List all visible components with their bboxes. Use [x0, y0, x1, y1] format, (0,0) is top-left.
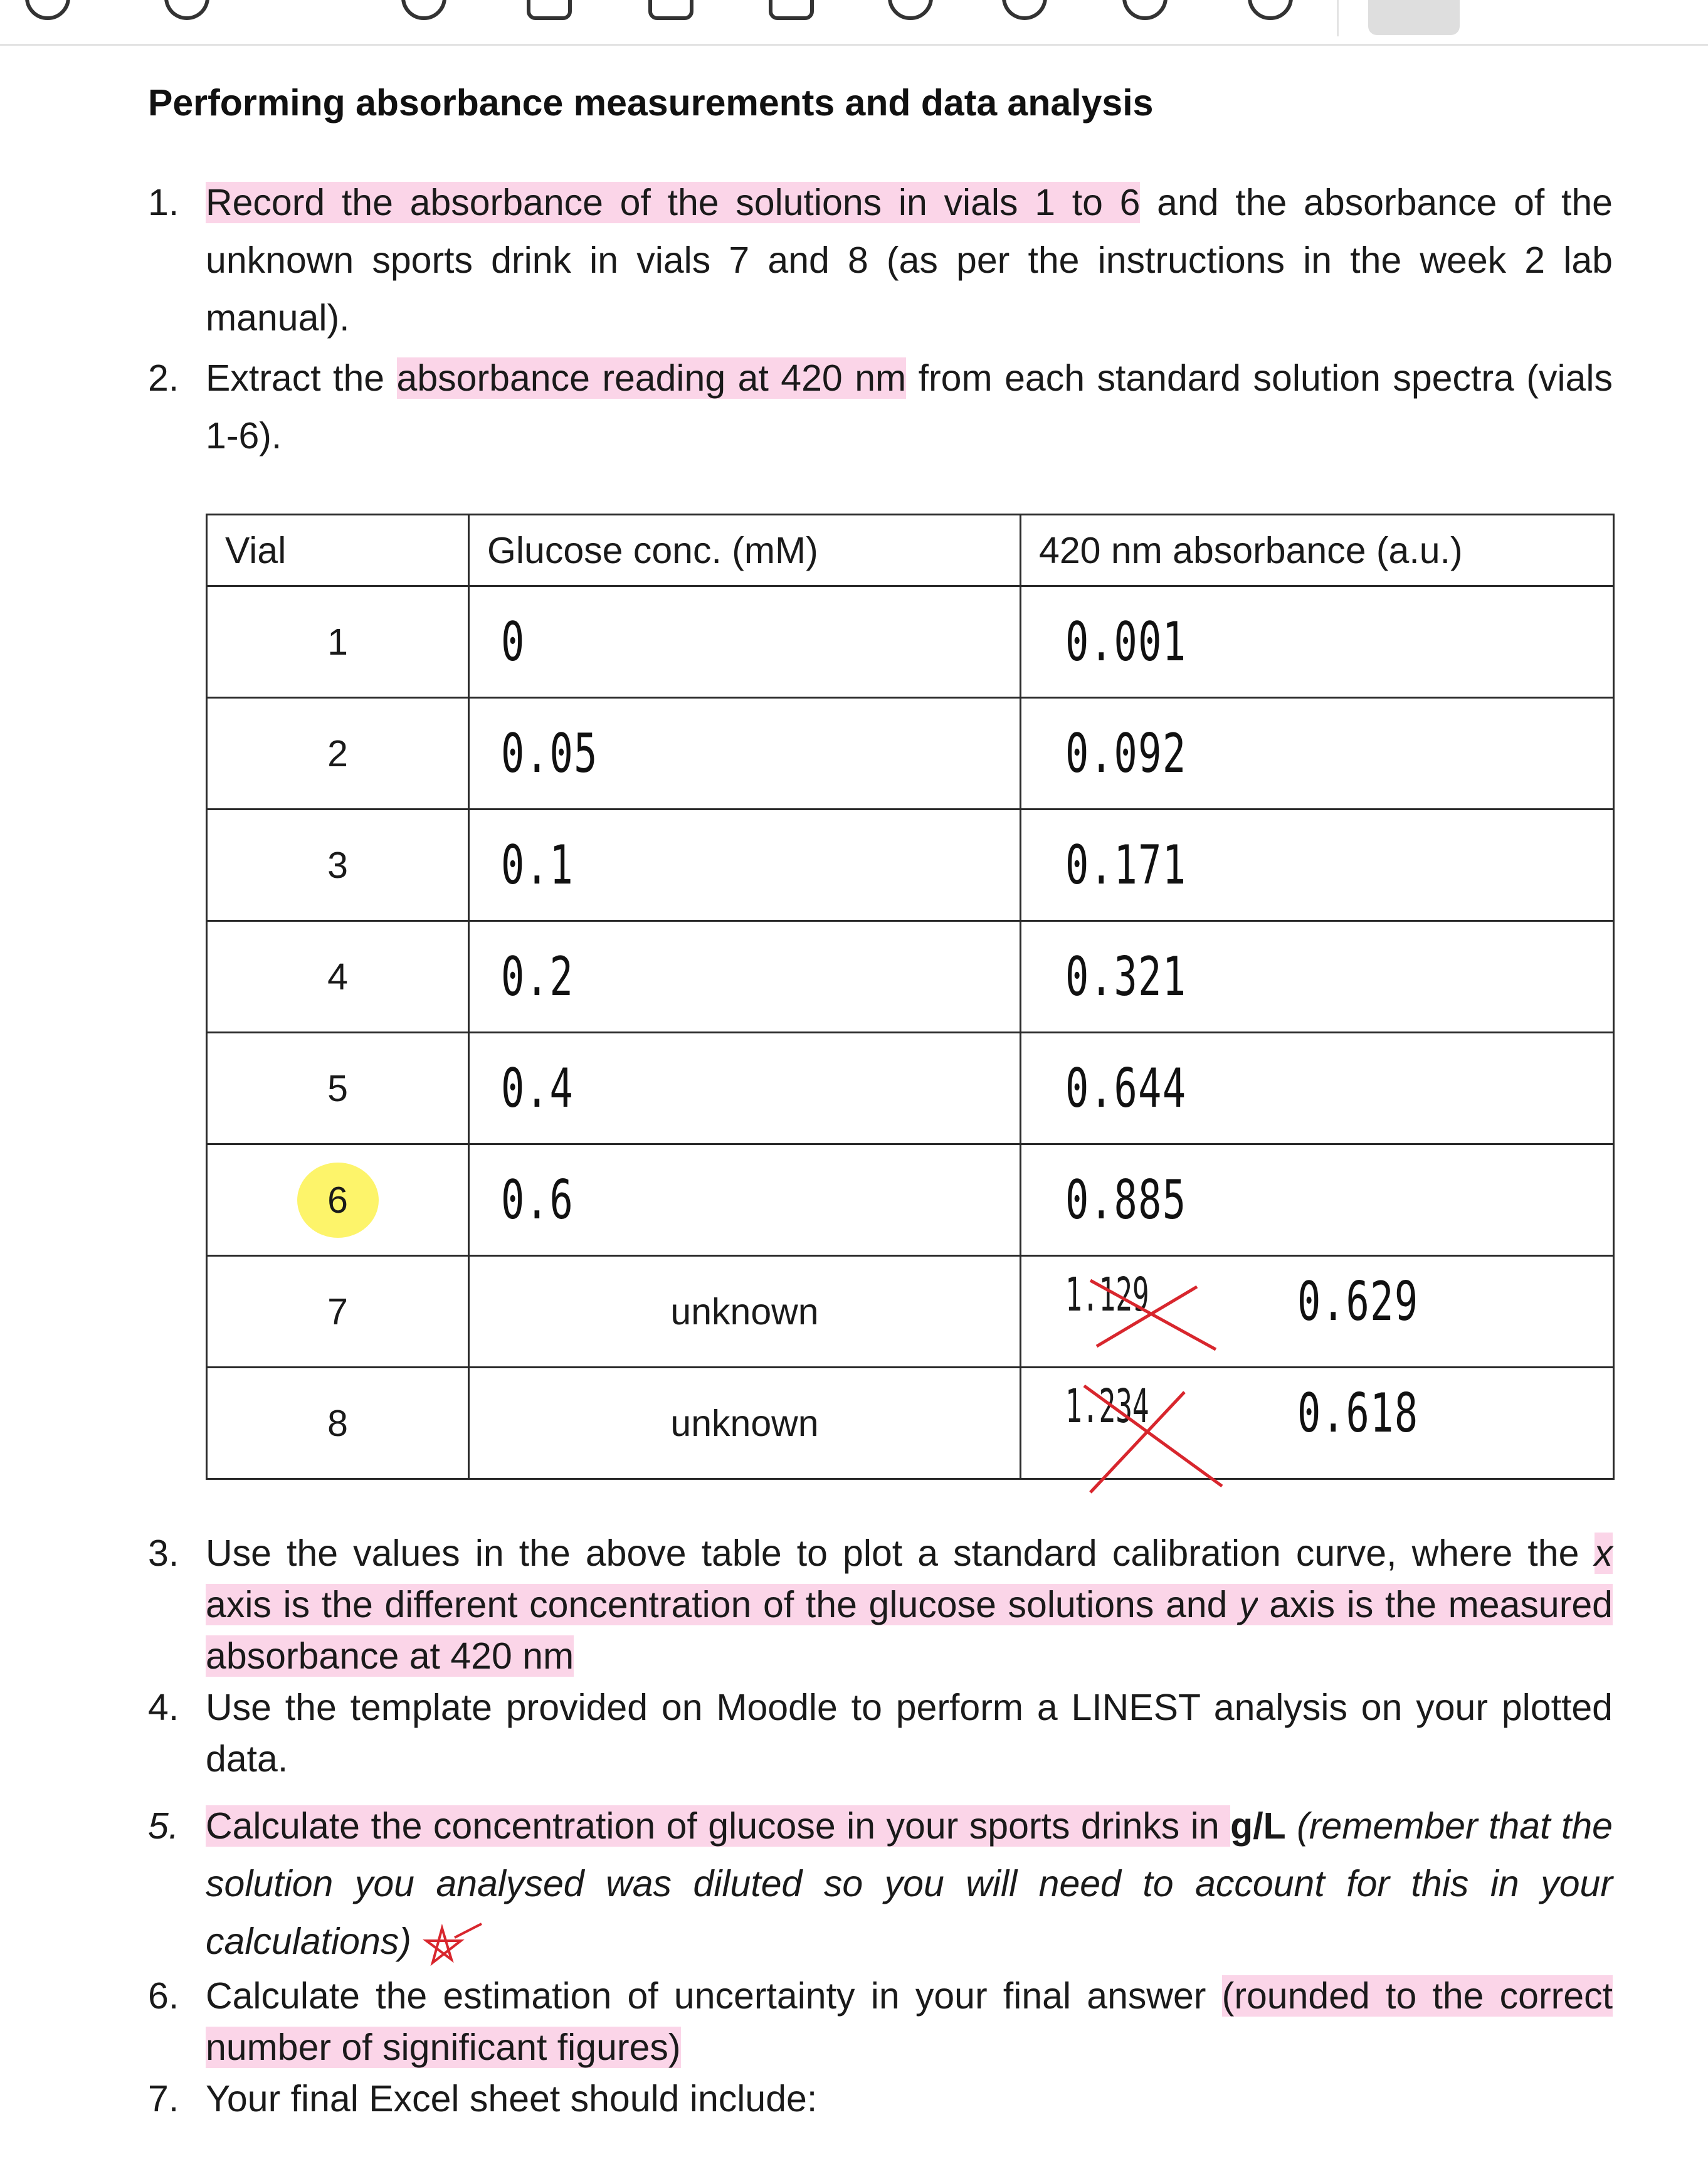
conc-cell	[469, 1033, 1021, 1144]
vial-cell: 3	[207, 810, 469, 921]
step-5	[148, 1797, 1613, 1970]
struck-value	[1065, 1380, 1205, 1433]
handwritten-value: 0.321	[1065, 945, 1187, 1008]
red-cross-mark	[1065, 1268, 1228, 1356]
step-6	[148, 1970, 1613, 2073]
handwritten-value: 0.4	[501, 1057, 574, 1120]
vial-cell: 5	[207, 1033, 469, 1144]
step-number: 1.	[148, 182, 179, 223]
toolbar-divider	[1337, 0, 1339, 36]
handwritten-value: 0.2	[501, 945, 574, 1008]
struck-value	[1065, 1268, 1205, 1322]
step-text-part: and the absorbance of the unknown sports drink in vials 7 and 8	[206, 182, 1613, 281]
step-text-part: Calculate the estimation of uncertainty in your final answer	[206, 1975, 1222, 2017]
table-row	[207, 586, 1614, 698]
abs-cell	[1021, 1368, 1614, 1479]
vial-cell: 8	[207, 1368, 469, 1479]
header-vial: Vial	[207, 515, 469, 586]
step-1	[148, 174, 1613, 347]
highlighted-text: Calculate the concentration of glucose in your sports drinks in	[206, 1805, 1231, 1847]
step-text: Use the template provided on Moodle to perform a LINEST analysis on your plotted data.	[206, 1687, 1613, 1780]
table-row	[207, 921, 1614, 1033]
pen-icon[interactable]	[164, 0, 209, 20]
table-row	[207, 1368, 1614, 1479]
shapes-icon[interactable]	[769, 0, 814, 20]
conc-cell	[469, 586, 1021, 698]
step-text-part: from each standard solution spectra (vials 1-6).	[206, 357, 1613, 456]
conc-cell: unknown	[469, 1368, 1021, 1479]
handwritten-value: 0.618	[1297, 1382, 1419, 1445]
step-text-part: Use the values in the above table to plot a standard calibration curve, where the	[206, 1533, 1595, 1574]
step-text	[206, 349, 1613, 465]
vial-cell	[207, 1144, 469, 1256]
image-icon[interactable]	[888, 0, 933, 20]
eraser-icon[interactable]	[527, 0, 572, 20]
handwritten-value: 0.1	[501, 833, 574, 897]
highlighted-text: x	[1594, 1533, 1613, 1574]
conc-cell	[469, 698, 1021, 810]
vial-cell: 7	[207, 1256, 469, 1368]
step-text	[206, 1970, 1613, 2073]
header-abs: 420 nm absorbance (a.u.)	[1021, 515, 1614, 586]
crossed-out-value: 1.234	[1065, 1380, 1149, 1433]
abs-cell	[1021, 1144, 1614, 1256]
step-3	[148, 1528, 1613, 1682]
star-icon[interactable]	[1002, 0, 1047, 20]
step-text	[206, 1797, 1613, 1970]
handwritten-value: 0.644	[1065, 1057, 1187, 1120]
steps-list-top	[148, 174, 1613, 465]
vial-cell: 4	[207, 921, 469, 1033]
crossed-out-value: 1.129	[1065, 1268, 1149, 1322]
step-4	[148, 1682, 1613, 1785]
abs-cell	[1021, 586, 1614, 698]
step-text	[206, 1528, 1613, 1682]
step-7	[148, 2073, 1613, 2124]
red-star-annotation	[420, 1919, 483, 1969]
step-text	[206, 174, 1613, 347]
table-row	[207, 1144, 1614, 1256]
step-text: Your final Excel sheet should include:	[206, 2078, 818, 2119]
step-2	[148, 349, 1613, 465]
absorbance-table	[206, 514, 1615, 1480]
table-header-row	[207, 515, 1614, 586]
text-icon[interactable]	[1122, 0, 1168, 20]
abs-cell	[1021, 1256, 1614, 1368]
vial-cell: 2	[207, 698, 469, 810]
header-conc: Glucose conc. (mM)	[469, 515, 1021, 586]
lasso-icon[interactable]	[648, 0, 693, 20]
conc-cell	[469, 1144, 1021, 1256]
handwritten-value: 0.05	[501, 722, 598, 785]
abs-cell	[1021, 921, 1614, 1033]
step-number: 5.	[148, 1805, 179, 1847]
conc-cell: unknown	[469, 1256, 1021, 1368]
highlighted-text: absorbance reading at 420 nm	[396, 357, 907, 399]
highlighted-text: axis is the measured absorbance at 420 nm	[206, 1584, 1613, 1677]
highlighted-text: Record the absorbance of the solutions in vials 1 to 6	[206, 182, 1141, 223]
step-number: 3.	[148, 1533, 179, 1574]
highlighter-icon[interactable]	[401, 0, 446, 20]
highlighted-text: (rounded to the correct number of significant figures)	[206, 1975, 1613, 2068]
table-row	[207, 810, 1614, 921]
handwritten-value: 0.885	[1065, 1168, 1187, 1232]
yellow-highlight: 6	[297, 1163, 379, 1238]
table-row	[207, 698, 1614, 810]
red-cross-mark	[1065, 1380, 1228, 1499]
page-title: Performing absorbance measurements and data analysis	[148, 82, 1154, 124]
highlighted-text: axis is the different concentration of the glucose solutions and	[206, 1584, 1240, 1625]
step-text-part: Extract the	[206, 357, 397, 399]
conc-cell	[469, 921, 1021, 1033]
undo-icon[interactable]	[25, 0, 70, 20]
unit-text: g/L	[1230, 1805, 1286, 1847]
annotation-toolbar	[0, 0, 1708, 46]
handwritten-value: 0.001	[1065, 610, 1187, 673]
color-icon[interactable]	[1248, 0, 1293, 20]
highlighted-text: y	[1239, 1584, 1258, 1625]
steps-list-bottom	[148, 1528, 1613, 2124]
step-number: 7.	[148, 2078, 179, 2119]
step-number: 2.	[148, 357, 179, 399]
table-row	[207, 1256, 1614, 1368]
table-row	[207, 1033, 1614, 1144]
step-number: 6.	[148, 1975, 179, 2017]
handwritten-value: 0.092	[1065, 722, 1187, 785]
conc-cell	[469, 810, 1021, 921]
abs-cell	[1021, 698, 1614, 810]
handwritten-value: 0.629	[1297, 1270, 1419, 1333]
step-text-part: (remember that the solution you analysed was diluted so you will need to account for this in your calculations)	[206, 1805, 1613, 1962]
handwritten-value: 0	[501, 610, 525, 673]
vial-cell: 1	[207, 586, 469, 698]
toolbar-menu-button[interactable]	[1368, 0, 1460, 35]
step-text-part: (as per the instructions in the week 2 lab manual).	[206, 240, 1613, 339]
abs-cell	[1021, 810, 1614, 921]
handwritten-value: 0.171	[1065, 833, 1187, 897]
step-number: 4.	[148, 1687, 179, 1728]
abs-cell	[1021, 1033, 1614, 1144]
handwritten-value: 0.6	[501, 1168, 574, 1232]
